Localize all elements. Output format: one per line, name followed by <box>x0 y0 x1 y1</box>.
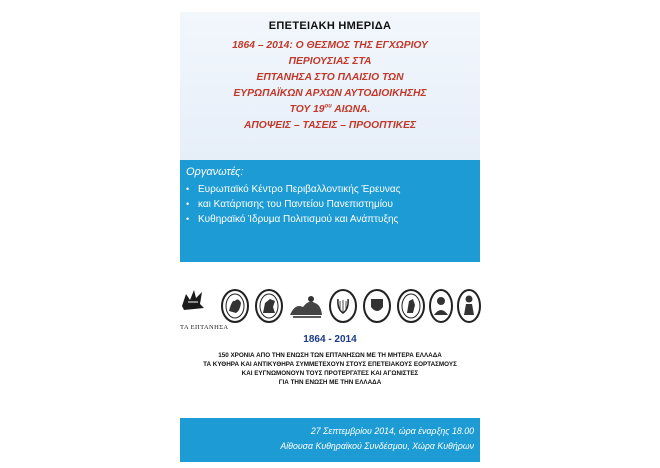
title-line: ΠΕΡΙΟΥΣΙΑΣ ΣΤΑ <box>288 56 372 67</box>
organizer-text: Κυθηραϊκό Ίδρυμα Πολιτισμού και Ανάπτυξης <box>198 214 399 225</box>
lyre-emblem-icon <box>328 287 358 325</box>
title-line <box>180 102 480 118</box>
list-item <box>186 197 476 212</box>
saint-emblem-icon <box>456 287 482 325</box>
title-line-superscript: ου <box>324 103 332 110</box>
lion-emblem-icon <box>220 287 250 325</box>
organizers-panel <box>180 160 480 262</box>
title-line-text: ΑΙΩΝΑ. <box>331 104 371 115</box>
event-details-panel <box>180 418 480 462</box>
horse-emblem-icon <box>254 287 284 325</box>
winged-lion-logo-icon <box>180 286 206 314</box>
anniversary-line: ΤΑ ΚΥΘΗΡΑ ΚΑΙ ΑΝΤΙΚΥΘΗΡΑ ΣΥΜΜΕΤΕΧΟΥΝ ΣΤΟΥΣ ΕΠΕΤΕΙΑΚΟΥΣ ΕΟΡΤΑΣΜΟΥΣ <box>203 361 457 368</box>
organizers-label: Οργανωτές: <box>186 166 244 178</box>
title-line: 1864 – 2014: Ο ΘΕΣΜΟΣ ΤΗΣ ΕΓΧΩΡΙΟΥ <box>232 40 428 51</box>
logo-text: ΤΑ ΕΠΤΑΝΗΣΑ <box>180 324 229 331</box>
anniversary-years: 1864 - 2014 <box>303 334 357 345</box>
title-panel <box>180 12 480 162</box>
list-item <box>186 182 476 197</box>
anniversary-line: ΓΙΑ ΤΗΝ ΕΝΩΣΗ ΜΕ ΤΗΝ ΕΛΛΑΔΑ <box>278 379 382 386</box>
anniversary-text <box>180 351 480 387</box>
title-line: ΕΥΡΩΠΑΪΚΩΝ ΑΡΧΩΝ ΑΥΤΟΔΙΟΙΚΗΣΗΣ <box>233 88 427 99</box>
knight-emblem-icon <box>396 287 426 325</box>
title-line: ΑΠΟΨΕΙΣ – ΤΑΣΕΙΣ – ΠΡΟΟΠΤΙΚΕΣ <box>243 120 417 131</box>
list-item <box>186 212 476 227</box>
anniversary-line: ΚΑΙ ΕΥΓΝΩΜΟΝΟΥΝ ΤΟΥΣ ΠΡΟΤΕΡΓΑΤΕΣ ΚΑΙ ΑΓΩΝΙΣΤΕΣ <box>241 370 419 377</box>
event-datetime: 27 Σεπτεμβρίου 2014, ώρα έναρξης 18.00 <box>310 426 474 436</box>
organizer-text: Ευρωπαϊκό Κέντρο Περιβαλλοντικής Έρευνας <box>198 184 401 195</box>
bullet-icon: • <box>186 214 190 224</box>
anniversary-line: 150 ΧΡΟΝΙΑ ΑΠΟ ΤΗΝ ΕΝΩΣΗ ΤΩΝ ΕΠΤΑΝΗΣΩΝ ΜΕ ΤΗ ΜΗΤΕΡΑ ΕΛΛΑΔΑ <box>218 352 442 359</box>
title-line: ΕΠΤΑΝΗΣΑ ΣΤΟ ΠΛΑΙΣΙΟ ΤΩΝ <box>256 72 404 83</box>
organizer-text: και Κατάρτισης του Παντείου Πανεπιστημίου <box>198 199 393 210</box>
event-poster <box>180 12 480 462</box>
event-title <box>180 38 480 134</box>
title-line-text: ΤΟΥ 19 <box>289 104 325 115</box>
bullet-icon: • <box>186 184 190 194</box>
event-type-heading: ΕΠΕΤΕΙΑΚΗ ΗΜΕΡΙΔΑ <box>268 20 392 32</box>
bust-emblem-icon <box>428 287 454 325</box>
bullet-icon: • <box>186 199 190 209</box>
reclining-figure-icon <box>287 289 325 323</box>
event-venue: Αίθουσα Κυθηραϊκού Συνδέσμου, Χώρα Κυθήρων <box>280 441 474 451</box>
organizers-list <box>186 182 476 227</box>
emblems-row <box>180 284 480 336</box>
shield-emblem-icon <box>362 287 392 325</box>
